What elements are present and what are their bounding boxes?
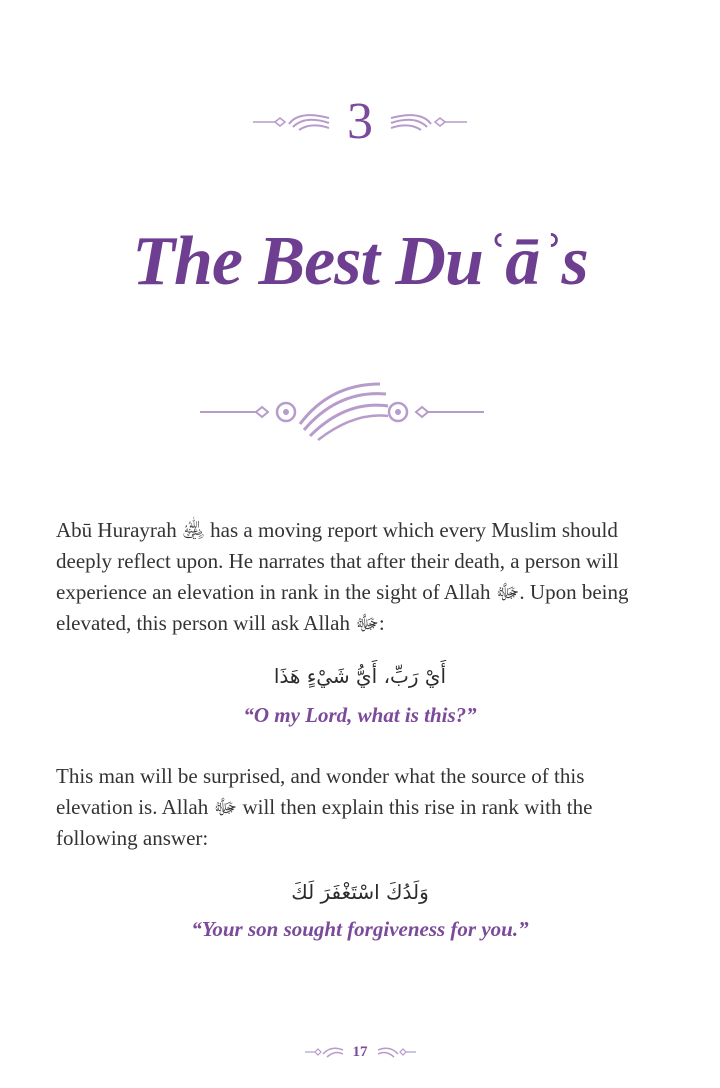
- page-footer: [0, 1040, 720, 1064]
- paragraph-explanation: This man will be surprised, and wonder what the source of this elevation is. Allah ﷻ will then explain this rise in rank with the following answer:: [56, 764, 593, 850]
- page-number: 17: [352, 1043, 368, 1060]
- arabic-quote: وَلَدُكَ اسْتَغْفَرَ لَكَ: [291, 880, 429, 904]
- swirl-divider-icon: [200, 378, 484, 446]
- flourish-right-icon: [387, 110, 467, 134]
- quote-translation: “O my Lord, what is this?”: [243, 703, 477, 727]
- paragraph-intro: Abū Hurayrah ﵁ has a moving report which every Muslim should deeply reflect upon. He narrates that after their death, a person will experience an elevation in rank in the sight of Allah ﷻ. Upon being elevated, this person will ask Allah ﷻ:: [56, 518, 629, 635]
- chapter-number: 3: [347, 93, 373, 150]
- page-title: The Best Duʿāʾs: [132, 223, 588, 300]
- arabic-quote: أَيْ رَبِّ، أَيُّ شَيْءٍ هَذَا: [273, 664, 447, 688]
- flourish-left-icon: [305, 1045, 345, 1059]
- quote-translation: “Your son sought forgiveness for you.”: [191, 917, 529, 941]
- flourish-right-icon: [376, 1045, 416, 1059]
- chapter-header: [0, 92, 720, 152]
- flourish-left-icon: [253, 110, 333, 134]
